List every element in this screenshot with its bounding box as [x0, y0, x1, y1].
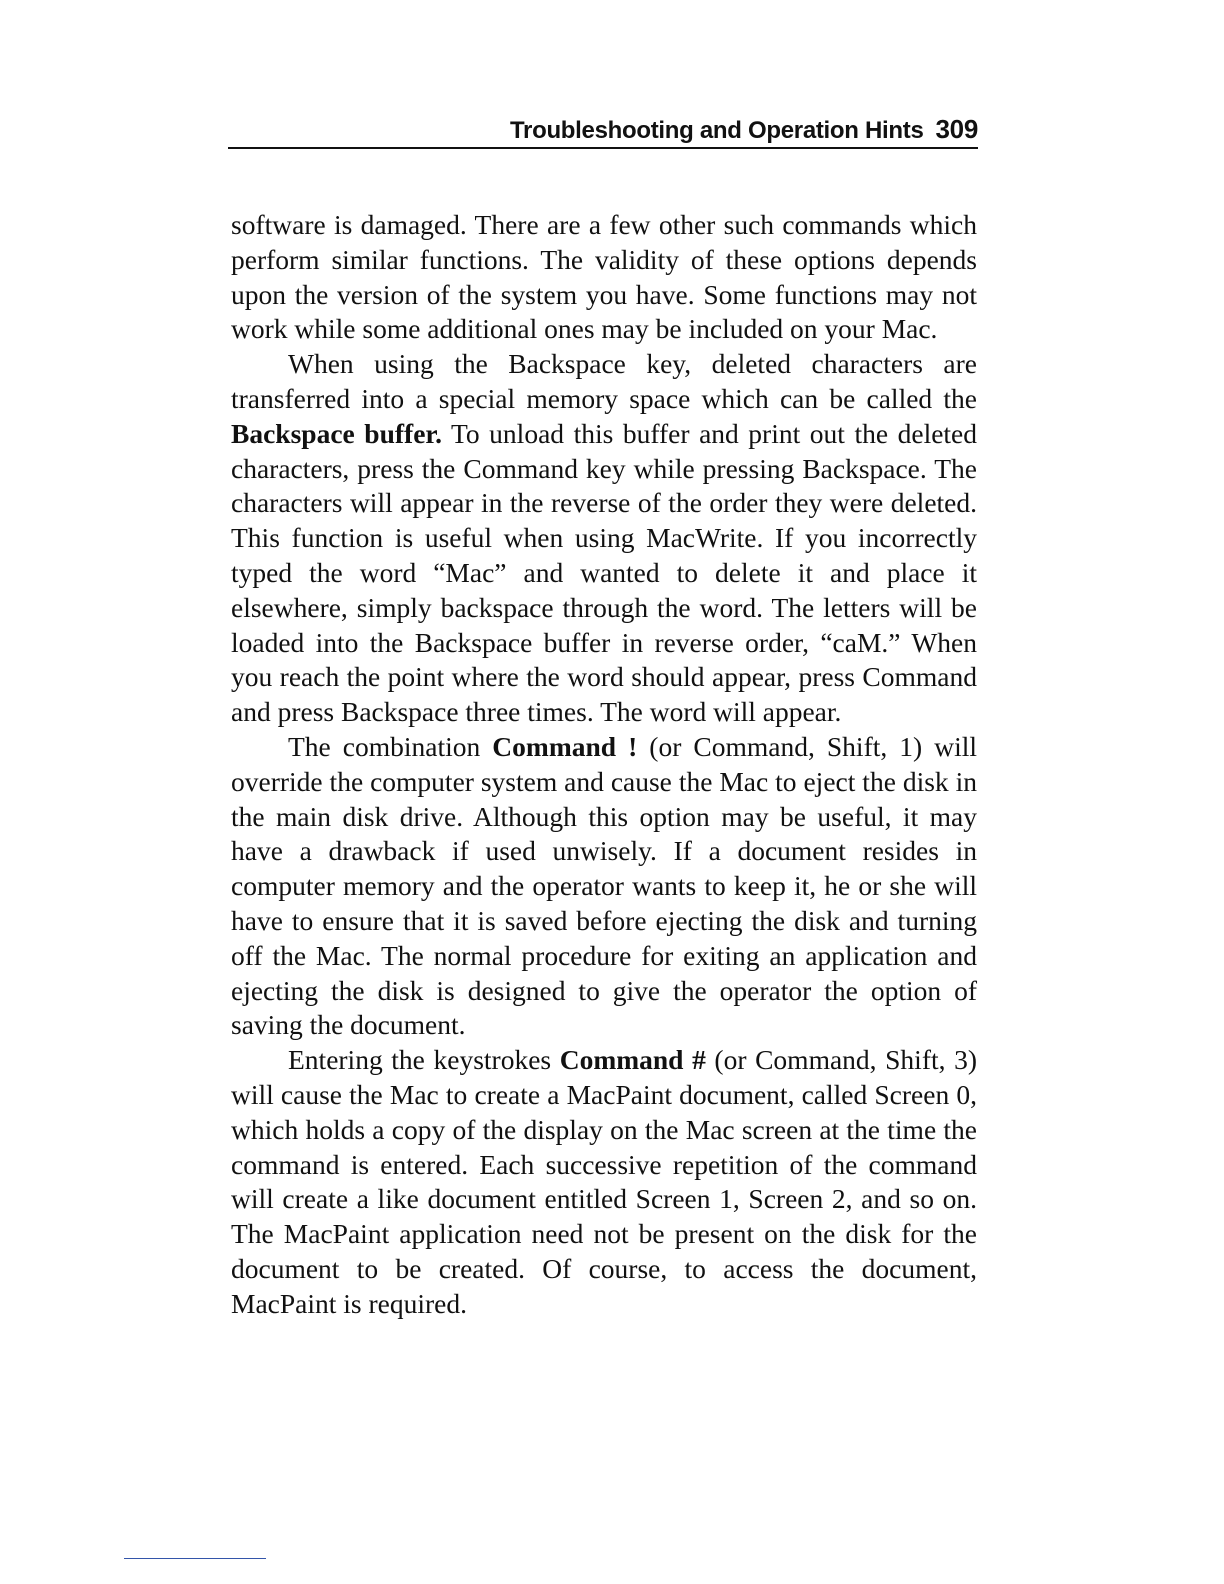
page-number: 309 [935, 114, 978, 144]
term-command-hash: Command # [559, 1044, 706, 1076]
paragraph-1 [231, 208, 977, 347]
header-rule [228, 147, 978, 149]
body-text [231, 208, 977, 1322]
term-backspace-buffer: Backspace buffer. [231, 417, 442, 449]
footer-rule [124, 1558, 266, 1559]
paragraph-4-text-a: Entering the keystrokes [288, 1044, 560, 1076]
running-head [228, 114, 978, 146]
paragraph-2-text-a: When using the Backspace key, deleted characters are transferred into a special memory space which can be called the [231, 348, 977, 414]
paragraph-2-text-b: To unload this buffer and print out the deleted characters, press the Command key while pressing Backspace. The characters will appear in the reverse of the order they were deleted. This function is useful when using MacWrite. If you incorrectly typed the word “Mac” and wanted to delete it and place it elsewhere, simply backspace through the word. The letters will be loaded into the Backspace buffer in reverse order, “caM.” When you reach the point where the word should appear, press Command and press Backspace three times. The word will appear. [231, 417, 978, 728]
paragraph-4-text-b: (or Command, Shift, 3) will cause the Mac to create a MacPaint document, called Screen 0, which holds a copy of the display on the Mac screen at the time the command is entered. Each successive repetition of the command will create a like document entitled Screen 1, Screen 2, and so on. The MacPaint application need not be present on the disk for the document to be created. Of course, to access the document, MacPaint is required. [231, 1044, 978, 1319]
paragraph-3-text-b: (or Command, Shift, 1) will override the computer system and cause the Mac to eject the disk in the main disk drive. Although this option may be useful, it may have a drawback if used unwisely. If a document resides in computer memory and the operator wants to keep it, he or she will have to ensure that it is saved before ejecting the disk and turning off the Mac. The normal procedure for exiting an application and ejecting the disk is designed to give the operator the option of saving the document. [231, 730, 977, 1041]
paragraph-3 [231, 730, 977, 1043]
term-command-exclamation: Command ! [492, 730, 638, 762]
chapter-title: Troubleshooting and Operation Hints [510, 117, 924, 144]
paragraph-1-text: software is damaged. There are a few other such commands which perform similar functions. The validity of these options depends upon the version of the system you have. Some functions may not work while some additional ones may be included on your Mac. [231, 209, 977, 345]
paragraph-4 [231, 1043, 977, 1321]
paragraph-3-text-a: The combination [288, 730, 493, 762]
paragraph-2 [231, 347, 977, 730]
